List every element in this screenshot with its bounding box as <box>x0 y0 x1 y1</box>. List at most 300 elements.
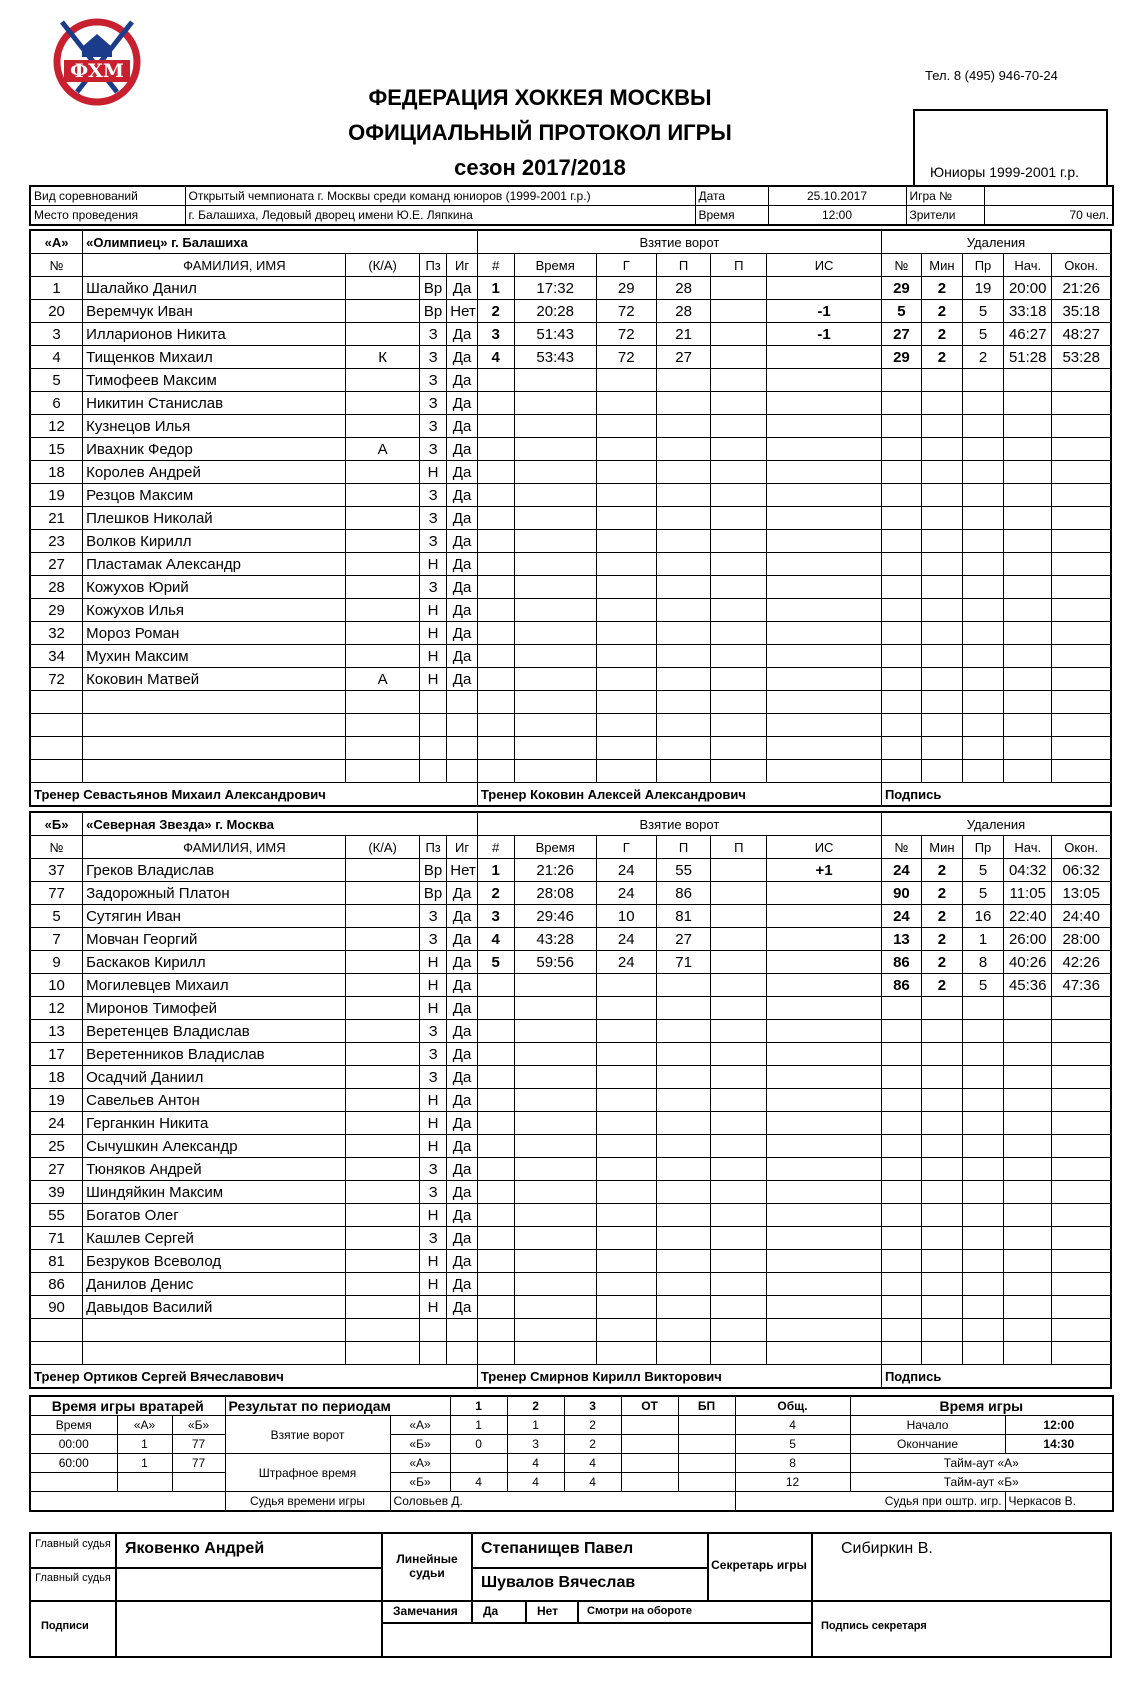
player-captain <box>346 1227 420 1250</box>
linesman-2: Шувалов Вячеслав <box>481 1574 636 1591</box>
goal-scorer: 24 <box>596 951 656 974</box>
goal-time <box>514 668 596 691</box>
penalty-minutes <box>921 714 962 737</box>
table-row <box>30 369 1111 392</box>
row-team: «Б» <box>390 1435 450 1454</box>
penalty-reason <box>962 553 1003 576</box>
player-name: Задорожный Платон <box>83 882 346 905</box>
penalty-player <box>881 415 921 438</box>
penalty-reason <box>962 484 1003 507</box>
player-number <box>30 691 83 714</box>
player-number: 9 <box>30 951 83 974</box>
goal-scorer: 10 <box>596 905 656 928</box>
team-b-table <box>29 811 1112 1389</box>
goal-assist2 <box>711 300 767 323</box>
result-cell: 4 <box>564 1473 621 1492</box>
result-cell <box>450 1454 507 1473</box>
penalty-start <box>1004 668 1052 691</box>
goal-time <box>514 1112 596 1135</box>
goal-assist1 <box>656 438 711 461</box>
player-position: З <box>419 1043 446 1066</box>
goal-assist1 <box>656 1342 711 1365</box>
penalty-end <box>1052 1020 1111 1043</box>
goal-assist2 <box>711 438 767 461</box>
penalty-minutes <box>921 1158 962 1181</box>
res-p3: 3 <box>564 1396 621 1416</box>
player-captain <box>346 484 420 507</box>
player-played: Да <box>447 1089 478 1112</box>
result-cell <box>678 1454 735 1473</box>
goal-scorer <box>596 484 656 507</box>
table-row <box>30 1273 1111 1296</box>
goal-index <box>477 1319 514 1342</box>
penalty-player: 29 <box>881 277 921 300</box>
goal-scorer: 29 <box>596 277 656 300</box>
player-position: З <box>419 1227 446 1250</box>
penalty-reason: 5 <box>962 859 1003 882</box>
game-value <box>984 186 1113 206</box>
penalty-reason <box>962 438 1003 461</box>
goal-time <box>514 1020 596 1043</box>
col-time: Время <box>514 254 596 277</box>
goal-situation <box>767 974 882 997</box>
penalty-player <box>881 392 921 415</box>
goal-scorer <box>596 997 656 1020</box>
penalty-player <box>881 438 921 461</box>
table-row <box>30 576 1111 599</box>
table-row <box>30 882 1111 905</box>
penalty-start: 46:27 <box>1004 323 1052 346</box>
col-p2: П <box>711 836 767 859</box>
penalty-player <box>881 1135 921 1158</box>
player-position: Вр <box>419 859 446 882</box>
result-total: 4 <box>735 1416 850 1435</box>
goal-index <box>477 576 514 599</box>
penalty-start <box>1004 645 1052 668</box>
penalty-end <box>1052 1066 1111 1089</box>
goal-situation: +1 <box>767 859 882 882</box>
player-played: Да <box>447 576 478 599</box>
linesmen-label: Линейные судьи <box>396 1552 458 1580</box>
goal-scorer <box>596 1112 656 1135</box>
player-captain <box>346 737 420 760</box>
coach-sign: Подпись <box>881 783 1111 807</box>
player-captain <box>346 461 420 484</box>
goal-index <box>477 622 514 645</box>
col-time: Время <box>514 836 596 859</box>
table-row <box>30 645 1111 668</box>
penalty-start <box>1004 1020 1052 1043</box>
player-position: Н <box>419 668 446 691</box>
goal-time <box>514 714 596 737</box>
penalty-end <box>1052 369 1111 392</box>
goal-assist1: 27 <box>656 928 711 951</box>
place-label: Место проведения <box>30 206 185 226</box>
player-captain <box>346 859 420 882</box>
player-captain <box>346 1066 420 1089</box>
player-played: Да <box>447 1135 478 1158</box>
penalty-player <box>881 622 921 645</box>
penalty-minutes: 2 <box>921 882 962 905</box>
goal-assist2 <box>711 323 767 346</box>
penalty-reason: 16 <box>962 905 1003 928</box>
player-position: Н <box>419 1204 446 1227</box>
penalty-start <box>1004 438 1052 461</box>
penalty-end <box>1052 760 1111 783</box>
time-label: Время <box>695 206 768 226</box>
penalty-minutes <box>921 1181 962 1204</box>
place-value: г. Балашиха, Ледовый дворец имени Ю.Е. Ляпкина <box>185 206 695 226</box>
penalty-start <box>1004 461 1052 484</box>
penalty-start <box>1004 1112 1052 1135</box>
player-name: Тимофеев Максим <box>83 369 346 392</box>
result-cell: 1 <box>450 1416 507 1435</box>
timeout-a: Тайм-аут «А» <box>850 1454 1113 1473</box>
penalty-minutes <box>921 1204 962 1227</box>
res-p1: 1 <box>450 1396 507 1416</box>
penalty-minutes <box>921 737 962 760</box>
gk-b-label: «Б» <box>172 1416 225 1435</box>
comp-value: Открытый чемпионата г. Москвы среди команд юниоров (1999-2001 г.р.) <box>185 186 695 206</box>
penalty-start <box>1004 691 1052 714</box>
goal-situation <box>767 530 882 553</box>
player-played <box>447 714 478 737</box>
table-row <box>30 415 1111 438</box>
goal-situation <box>767 553 882 576</box>
officials-block <box>29 1532 1112 1658</box>
remarks-yes[interactable]: Да <box>483 1604 499 1618</box>
penalty-end: 06:32 <box>1052 859 1111 882</box>
gk-cell: 60:00 <box>30 1454 117 1473</box>
goal-assist2 <box>711 737 767 760</box>
col-name: ФАМИЛИЯ, ИМЯ <box>83 254 346 277</box>
player-played <box>447 691 478 714</box>
title-protocol: ОФИЦИАЛЬНЫЙ ПРОТОКОЛ ИГРЫ <box>348 120 732 145</box>
goal-index <box>477 553 514 576</box>
penalties-title: Удаления <box>881 230 1111 254</box>
result-cell <box>621 1473 678 1492</box>
player-captain <box>346 905 420 928</box>
penalty-player <box>881 645 921 668</box>
gk-cell: 1 <box>117 1435 172 1454</box>
goal-time <box>514 461 596 484</box>
player-position: З <box>419 905 446 928</box>
goal-index <box>477 737 514 760</box>
player-position: Н <box>419 1089 446 1112</box>
player-name: Греков Владислав <box>83 859 346 882</box>
goal-situation <box>767 1250 882 1273</box>
penalty-minutes <box>921 645 962 668</box>
player-played: Да <box>447 1066 478 1089</box>
player-name: Резцов Максим <box>83 484 346 507</box>
goal-assist2 <box>711 1319 767 1342</box>
goal-assist2 <box>711 277 767 300</box>
player-number: 77 <box>30 882 83 905</box>
goal-index: 4 <box>477 346 514 369</box>
goal-assist2 <box>711 928 767 951</box>
penalty-player: 5 <box>881 300 921 323</box>
goal-time <box>514 1043 596 1066</box>
col-start: Нач. <box>1004 254 1052 277</box>
result-cell: 2 <box>564 1435 621 1454</box>
goal-time: 17:32 <box>514 277 596 300</box>
penalty-reason <box>962 1181 1003 1204</box>
penalty-end <box>1052 737 1111 760</box>
col-p2: П <box>711 254 767 277</box>
player-number: 10 <box>30 974 83 997</box>
col-min: Мин <box>921 254 962 277</box>
penalty-end <box>1052 1158 1111 1181</box>
goal-time <box>514 760 596 783</box>
col-end: Окон. <box>1052 254 1111 277</box>
penalty-start: 26:00 <box>1004 928 1052 951</box>
player-position: З <box>419 1066 446 1089</box>
goal-index <box>477 1066 514 1089</box>
col-ka: (К/А) <box>346 254 420 277</box>
penalty-start <box>1004 1250 1052 1273</box>
goal-index: 3 <box>477 323 514 346</box>
goal-situation <box>767 461 882 484</box>
goal-assist2 <box>711 760 767 783</box>
player-captain: К <box>346 346 420 369</box>
penalty-start <box>1004 1273 1052 1296</box>
result-cell: 1 <box>507 1416 564 1435</box>
goal-assist2 <box>711 691 767 714</box>
table-row <box>30 1043 1111 1066</box>
goal-scorer: 24 <box>596 859 656 882</box>
goal-scorer <box>596 668 656 691</box>
goal-time: 53:43 <box>514 346 596 369</box>
penalty-start: 40:26 <box>1004 951 1052 974</box>
col-num: № <box>30 836 83 859</box>
table-row <box>30 668 1111 691</box>
table-row <box>30 392 1111 415</box>
goal-time: 43:28 <box>514 928 596 951</box>
goal-assist2 <box>711 530 767 553</box>
goal-situation <box>767 645 882 668</box>
result-cell <box>621 1454 678 1473</box>
goal-assist2 <box>711 1204 767 1227</box>
date-value: 25.10.2017 <box>768 186 906 206</box>
coach-1: Тренер Ортиков Сергей Вячеславович <box>30 1365 477 1389</box>
table-row <box>30 461 1111 484</box>
pim-label: Штрафное время <box>225 1454 390 1492</box>
player-name: Коковин Матвей <box>83 668 346 691</box>
player-number: 81 <box>30 1250 83 1273</box>
player-name: Герганкин Никита <box>83 1112 346 1135</box>
penalty-start: 20:00 <box>1004 277 1052 300</box>
penalty-player <box>881 691 921 714</box>
player-captain <box>346 1089 420 1112</box>
player-captain <box>346 882 420 905</box>
goal-index <box>477 438 514 461</box>
penalty-player <box>881 737 921 760</box>
player-captain <box>346 974 420 997</box>
penalty-start: 51:28 <box>1004 346 1052 369</box>
logo-text: ФХМ <box>70 60 124 82</box>
player-position <box>419 760 446 783</box>
player-captain <box>346 951 420 974</box>
goal-assist2 <box>711 484 767 507</box>
player-name: Миронов Тимофей <box>83 997 346 1020</box>
goal-assist1 <box>656 1112 711 1135</box>
player-name: Волков Кирилл <box>83 530 346 553</box>
player-captain <box>346 928 420 951</box>
col-pnum: № <box>881 254 921 277</box>
penalty-minutes <box>921 530 962 553</box>
goal-time: 28:08 <box>514 882 596 905</box>
player-played: Да <box>447 1112 478 1135</box>
player-number: 18 <box>30 461 83 484</box>
goal-time <box>514 997 596 1020</box>
col-name: ФАМИЛИЯ, ИМЯ <box>83 836 346 859</box>
result-cell: 3 <box>507 1435 564 1454</box>
penalty-end <box>1052 714 1111 737</box>
goal-time <box>514 599 596 622</box>
player-played: Да <box>447 1273 478 1296</box>
goal-situation <box>767 576 882 599</box>
player-captain <box>346 530 420 553</box>
penalty-end <box>1052 461 1111 484</box>
player-number: 55 <box>30 1204 83 1227</box>
penalty-start <box>1004 415 1052 438</box>
goal-scorer <box>596 737 656 760</box>
goal-assist1 <box>656 1204 711 1227</box>
player-number: 17 <box>30 1043 83 1066</box>
player-position: Вр <box>419 882 446 905</box>
res-title: Результат по периодам <box>225 1396 450 1416</box>
goal-assist2 <box>711 905 767 928</box>
penalty-end <box>1052 645 1111 668</box>
penalty-minutes <box>921 576 962 599</box>
penalty-player <box>881 1158 921 1181</box>
player-number: 27 <box>30 553 83 576</box>
player-played: Да <box>447 974 478 997</box>
player-name: Илларионов Никита <box>83 323 346 346</box>
penalty-start <box>1004 599 1052 622</box>
player-captain <box>346 1319 420 1342</box>
goal-index <box>477 1204 514 1227</box>
goal-situation: -1 <box>767 323 882 346</box>
result-cell: 4 <box>564 1454 621 1473</box>
penalty-start <box>1004 737 1052 760</box>
player-position: Н <box>419 997 446 1020</box>
player-position: З <box>419 484 446 507</box>
goal-assist2 <box>711 997 767 1020</box>
penalty-reason <box>962 1089 1003 1112</box>
goal-time <box>514 415 596 438</box>
coach-2: Тренер Смирнов Кирилл Викторович <box>477 1365 881 1389</box>
penalty-end <box>1052 484 1111 507</box>
goal-time <box>514 1319 596 1342</box>
goal-assist1 <box>656 1227 711 1250</box>
goal-index <box>477 369 514 392</box>
goal-index: 2 <box>477 882 514 905</box>
penalty-minutes: 2 <box>921 277 962 300</box>
goal-index: 2 <box>477 300 514 323</box>
gk-cell: 77 <box>172 1435 225 1454</box>
penalty-end <box>1052 1043 1111 1066</box>
player-name: Тюняков Андрей <box>83 1158 346 1181</box>
goal-scorer <box>596 1342 656 1365</box>
goal-assist2 <box>711 1043 767 1066</box>
col-ka: (К/А) <box>346 836 420 859</box>
penalty-player <box>881 1089 921 1112</box>
result-cell: 2 <box>564 1416 621 1435</box>
penalty-end: 42:26 <box>1052 951 1111 974</box>
goal-time: 29:46 <box>514 905 596 928</box>
goal-assist2 <box>711 346 767 369</box>
goal-scorer <box>596 974 656 997</box>
table-row <box>30 1135 1111 1158</box>
penalty-player: 27 <box>881 323 921 346</box>
result-cell: 0 <box>450 1435 507 1454</box>
player-number: 12 <box>30 415 83 438</box>
goal-scorer <box>596 1250 656 1273</box>
team-a-table <box>29 229 1112 807</box>
table-row <box>30 530 1111 553</box>
goal-time <box>514 622 596 645</box>
penalty-reason: 1 <box>962 928 1003 951</box>
player-number: 5 <box>30 369 83 392</box>
penalty-end <box>1052 415 1111 438</box>
penalty-start <box>1004 1066 1052 1089</box>
goal-situation <box>767 415 882 438</box>
penalties-title: Удаления <box>881 812 1111 836</box>
goal-assist1: 28 <box>656 300 711 323</box>
penalty-minutes <box>921 1319 962 1342</box>
player-name: Мовчан Георгий <box>83 928 346 951</box>
player-name: Богатов Олег <box>83 1204 346 1227</box>
goal-situation <box>767 760 882 783</box>
penalty-player <box>881 1273 921 1296</box>
player-name: Королев Андрей <box>83 461 346 484</box>
remarks-no[interactable]: Нет <box>537 1604 559 1618</box>
player-number: 28 <box>30 576 83 599</box>
goal-assist1: 28 <box>656 277 711 300</box>
goal-assist2 <box>711 1089 767 1112</box>
row-team: «Б» <box>390 1473 450 1492</box>
goal-situation <box>767 599 882 622</box>
player-number: 4 <box>30 346 83 369</box>
summary-table <box>29 1395 1114 1512</box>
player-played: Да <box>447 1043 478 1066</box>
goal-situation <box>767 905 882 928</box>
result-total: 8 <box>735 1454 850 1473</box>
table-row <box>30 1181 1111 1204</box>
player-position: Н <box>419 974 446 997</box>
table-row <box>30 997 1111 1020</box>
penalty-player: 29 <box>881 346 921 369</box>
player-captain <box>346 691 420 714</box>
col-p1: П <box>656 836 711 859</box>
player-position: З <box>419 346 446 369</box>
penalty-end <box>1052 1273 1111 1296</box>
player-captain: А <box>346 668 420 691</box>
penalty-minutes <box>921 1066 962 1089</box>
title-season: сезон 2017/2018 <box>454 155 626 180</box>
coach-2: Тренер Коковин Алексей Александрович <box>477 783 881 807</box>
goal-assist1 <box>656 645 711 668</box>
player-position <box>419 714 446 737</box>
penalty-end <box>1052 576 1111 599</box>
player-played: Да <box>447 553 478 576</box>
player-played: Да <box>447 1296 478 1319</box>
goal-index <box>477 1043 514 1066</box>
col-pr: Пр <box>962 836 1003 859</box>
goal-time <box>514 1250 596 1273</box>
goal-situation <box>767 392 882 415</box>
